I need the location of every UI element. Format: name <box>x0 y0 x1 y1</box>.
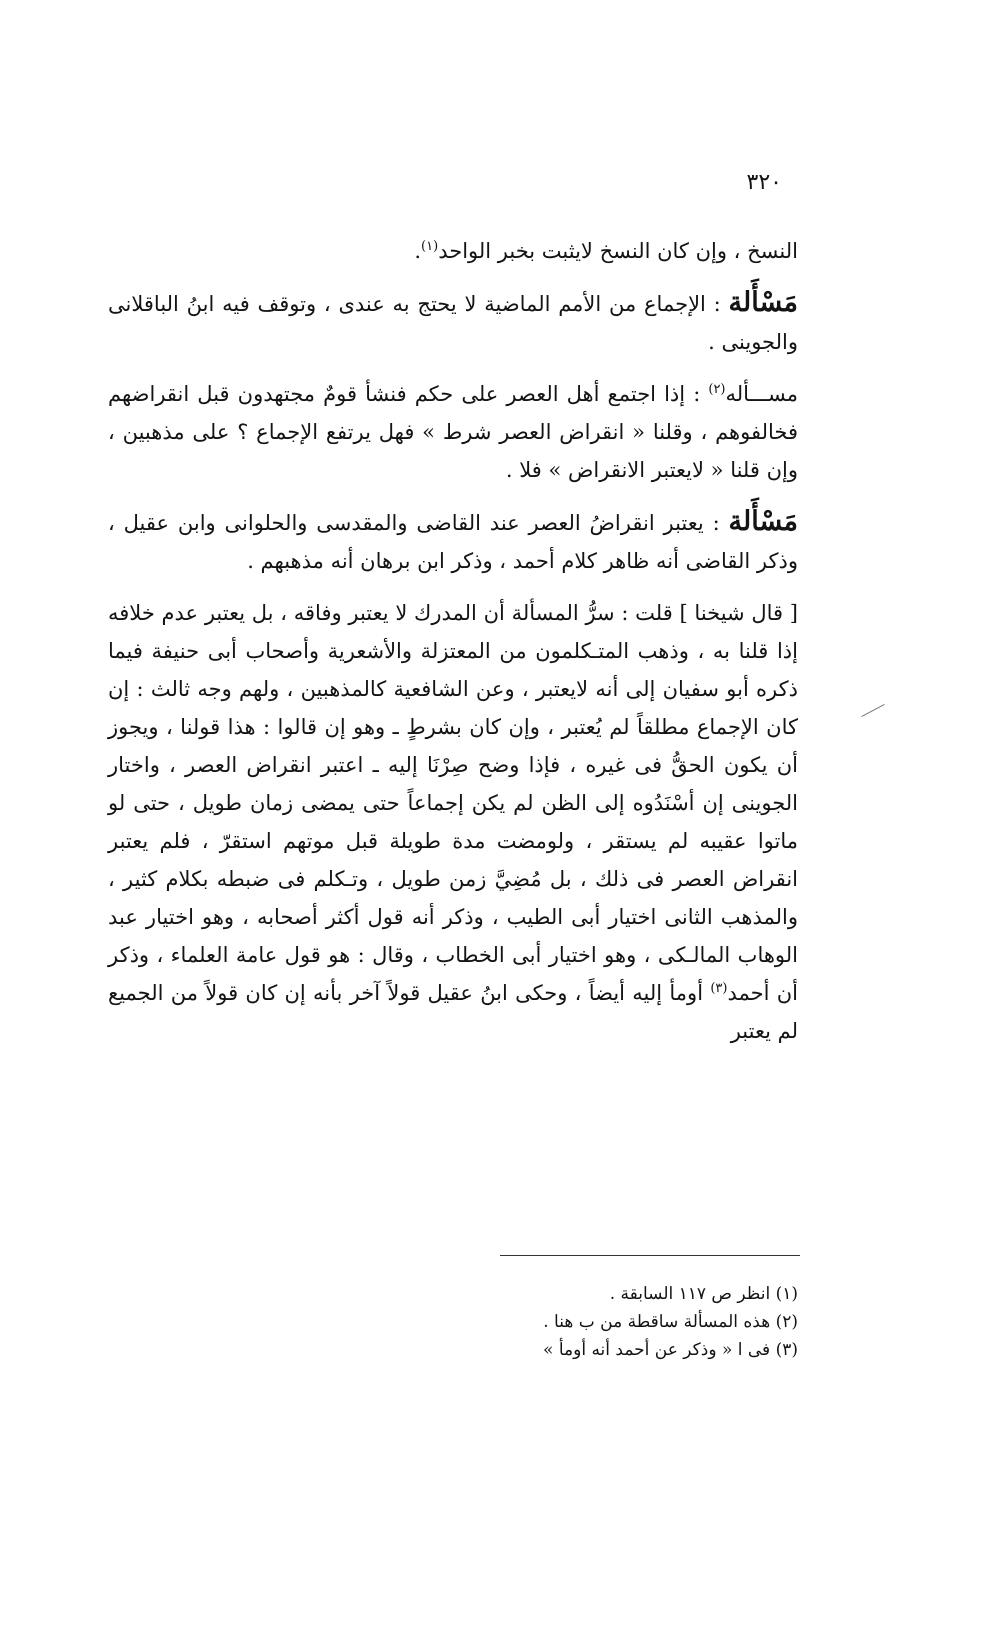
paragraph-2 <box>108 284 798 361</box>
paragraph-tail: . <box>414 239 422 263</box>
issue-heading-plain: مســـأله <box>725 382 798 406</box>
footnote-ref-3: (٣) <box>710 981 728 996</box>
footnote-ref-1: (١) <box>421 239 439 254</box>
paragraph-text: [ قال شيخنا ] قلت : سرُّ المسألة أن المدرك لا يعتبر وفاقه ، بل يعتبر عدم خلافه إذا قلنا به ، وذهب المتـكلمون من المعتزلة والأشعرية وأصحاب أبى حنيفة فيما ذكره أبو سفيان إلى أنه لايعتبر ، وعن الشافعية كالمذهبين ، ولهم وجه ثالث : إن كان الإجماع مطلقاً لم يُعتبر ، وإن كان بشرطٍ ـ وهو إن قالوا : هذا قولنا ، ويجوز أن يكون الحقُّ فى غيره ، فإذا وضح صِرْنَا إليه ـ اعتبر انقراض العصر ، واختار الجوينى إن أسْنَدُوه إلى الظن لم يكن إجماعاً حتى يمضى زمان طويل ، حتى لو ماتوا عقيبه لم يستقر ، ولومضت مدة طويلة قبل موتهم استقرّ ، فلم يعتبر انقراض العصر فى ذلك ، بل مُضِيَّ زمن طويل ، وتـكلم فى ضبطه بكلام كثير ، والمذهب الثانى اختيار أبى الطيب ، وذكر أنه قول أكثر أصحابه ، وهو اختيار عبد الوهاب المالـكى ، وهو اختيار أبى الخطاب ، وقال : هو قول عامة العلماء ، وذكر أن أحمد <box>108 601 798 1005</box>
paragraph-5 <box>108 594 798 1050</box>
footnote-1: (١) انظر ص ١١٧ السابقة . <box>609 1284 798 1304</box>
paragraph-3 <box>108 375 798 489</box>
footnote-ref-2: (٢) <box>708 382 726 397</box>
main-text <box>108 232 798 1050</box>
paragraph-text: : الإجماع من الأمم الماضية لا يحتج به عندى ، وتوقف فيه ابنُ الباقلانى والجوينى . <box>108 292 798 354</box>
paragraph-1 <box>108 232 798 270</box>
footnote-2: (٢) هذه المسألة ساقطة من ب هنا . <box>543 1312 798 1332</box>
issue-heading: مَسْأَلة <box>728 506 798 537</box>
footnotes <box>400 1280 798 1364</box>
paragraph-text: النسخ ، وإن كان النسخ لايثبت بخبر الواحد <box>438 239 798 263</box>
issue-heading: مَسْأَلة <box>728 287 798 318</box>
margin-mark <box>861 704 884 717</box>
footnote-divider <box>500 1255 800 1256</box>
paragraph-text: : يعتبر انقراضُ العصر عند القاضى والمقدسى والحلوانى وابن عقيل ، وذكر القاضى أنه ظاهر كلام أحمد ، وذكر ابن برهان أنه مذهبهم . <box>108 511 798 573</box>
paragraph-text: : إذا اجتمع أهل العصر على حكم فنشأ قومٌ مجتهدون قبل انقراضهم فخالفوهم ، وقلنا « انقراض العصر شرط » فهل يرتفع الإجماع ؟ على مذهبين ، وإن قلنا « لايعتبر الانقراض » فلا . <box>108 382 798 482</box>
paragraph-4 <box>108 503 798 580</box>
page-number: ٣٢٠ <box>746 170 782 195</box>
paragraph-tail: أومأ إليه أيضاً ، وحكى ابنُ عقيل قولاً آخر بأنه إن كان قولاً من الجميع لم يعتبر <box>108 981 798 1043</box>
footnote-3: (٣) فى ا « وذكر عن أحمد أنه أومأ » <box>543 1340 798 1360</box>
